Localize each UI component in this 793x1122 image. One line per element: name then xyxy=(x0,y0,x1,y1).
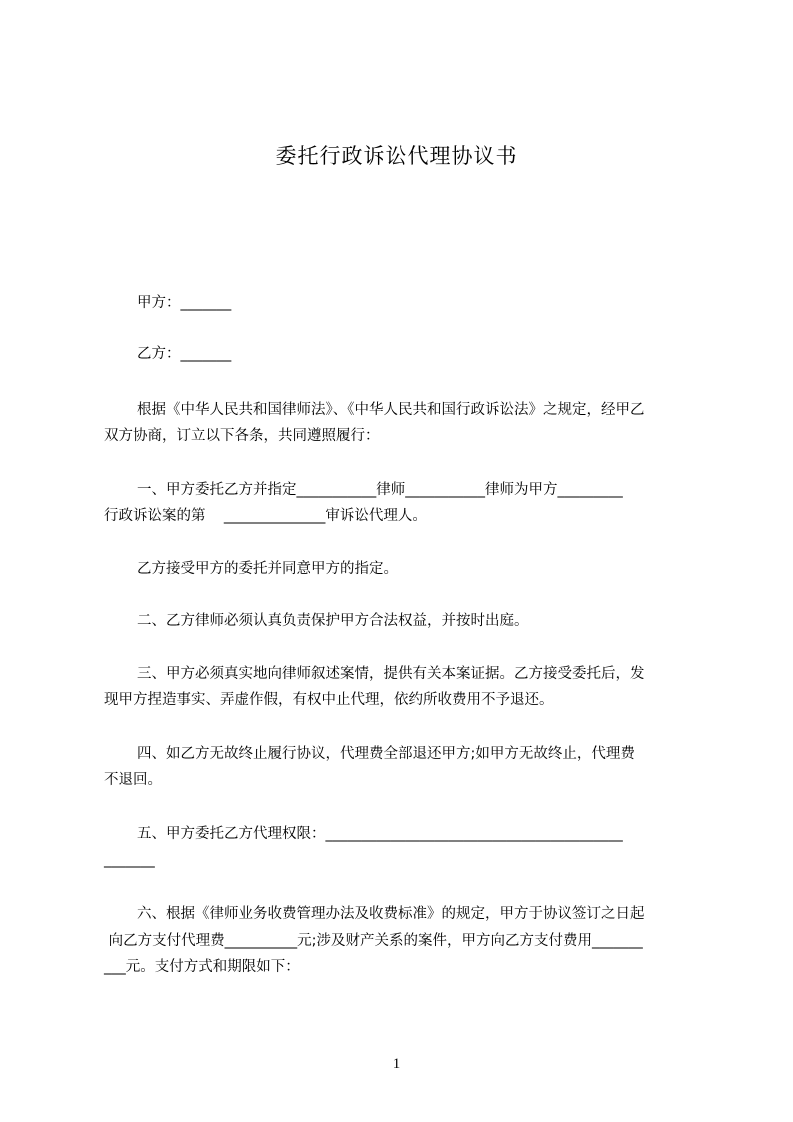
party-b-line: 乙方：_______ xyxy=(137,346,232,362)
party-a-line: 甲方：_______ xyxy=(137,295,232,311)
clause-6-line-2: 向乙方支付代理费__________元;涉及财产关系的案件，甲方向乙方支付费用_______ xyxy=(104,933,643,949)
preamble-line-1: 根据《中华人民共和国律师法》、《中华人民共和国行政诉讼法》之规定，经甲乙 xyxy=(137,402,645,418)
clause-6-line-1: 六、根据《律师业务收费管理办法及收费标准》的规定，甲方于协议签订之日起 xyxy=(137,906,645,922)
clause-4-line-1: 四、如乙方无故终止履行协议，代理费全部退还甲方;如甲方无故终止，代理费 xyxy=(137,746,635,762)
preamble-line-2: 双方协商，订立以下各条，共同遵照履行： xyxy=(104,428,380,444)
clause-3-line-1: 三、甲方必须真实地向律师叙述案情，提供有关本案证据。乙方接受委托后，发 xyxy=(137,666,645,682)
clause-5-line-2: _______ xyxy=(104,852,155,868)
clause-6-line-3: ___元。支付方式和期限如下： xyxy=(104,959,300,975)
page-number: 1 xyxy=(392,1056,401,1072)
clause-3-line-2: 现甲方捏造事实、弄虚作假，有权中止代理，依约所收费用不予退还。 xyxy=(104,692,554,708)
clause-2-line: 二、乙方律师必须认真负责保护甲方合法权益，并按时出庭。 xyxy=(137,613,529,629)
clause-4-line-2: 不退回。 xyxy=(104,772,162,788)
document-title: 委托行政诉讼代理协议书 xyxy=(275,144,518,168)
clause-1-line-2: 行政诉讼案的第 ______________审诉讼代理人。 xyxy=(104,508,427,524)
clause-1-line-1: 一、甲方委托乙方并指定___________律师___________律师为甲方_________ xyxy=(137,482,623,498)
clause-5-line-1: 五、甲方委托乙方代理权限：_________________________________________ xyxy=(137,826,623,842)
acceptance-line: 乙方接受甲方的委托并同意甲方的指定。 xyxy=(137,561,398,577)
